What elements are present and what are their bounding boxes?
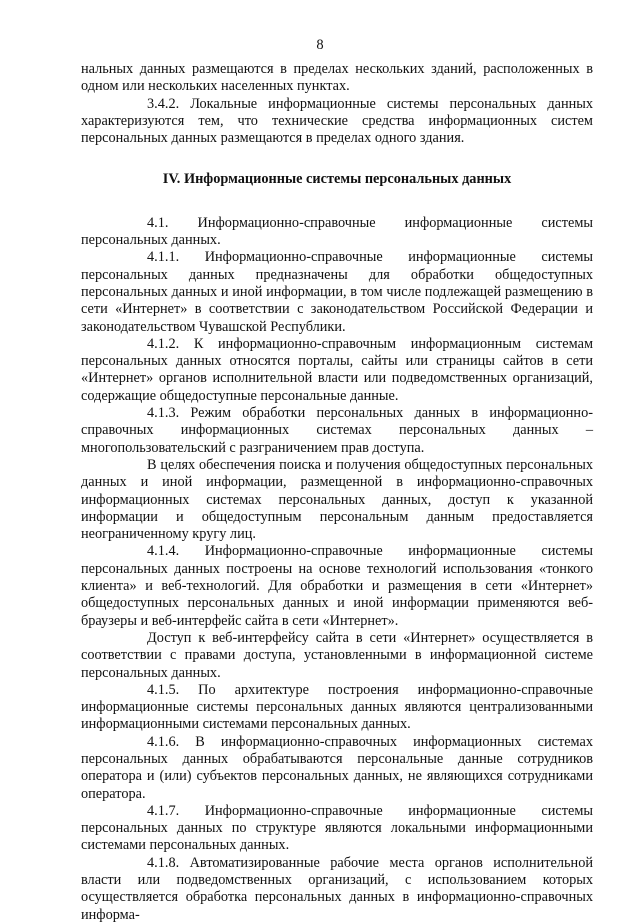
paragraph-4-1: 4.1. Информационно-справочные информационные системы персональных данных. — [81, 214, 593, 249]
paragraph-3-4-2: 3.4.2. Локальные информационные системы персональных данных характеризуются тем, что технические средства информационных систем персональных данных размещаются в пределах одного здания. — [81, 95, 593, 147]
paragraph-web-access: Доступ к веб-интерфейсу сайта в сети «Интернет» осуществляется в соответствии с правами доступа, установленными в информационной системе персональных данных. — [81, 629, 593, 681]
paragraph-4-1-3: 4.1.3. Режим обработки персональных данных в информационно-справочных информационных системах персональных данных – многопользовательский с разграничением прав доступа. — [81, 405, 593, 456]
section-heading: IV. Информационные системы персональных данных — [162, 171, 512, 188]
document-body — [81, 61, 593, 924]
paragraph-4-1-8: 4.1.8. Автоматизированные рабочие места органов исполнительной власти или подведомственных организаций, с использованием которых осуществляется обработка персональных данных в информационно-справочных информа- — [81, 854, 593, 923]
paragraph-4-1-1: 4.1.1. Информационно-справочные информационные системы персональных данных предназначены для обработки общедоступных персональных данных и иной информации, в том числе подлежащей размещению в сети «Интернет» в соответствии с законодательством Российской Федерации и законодательством Чувашской Республики. — [81, 249, 593, 335]
paragraph-4-1-5: 4.1.5. По архитектуре построения информационно-справочные информационные системы персональных данных являются централизованными информационными системами персональных данных. — [81, 681, 593, 733]
page-number: 8 — [316, 37, 324, 53]
paragraph-4-1-4: 4.1.4. Информационно-справочные информационные системы персональных данных построены на основе технологий использования «тонкого клиента» и веб-технологий. Для обработки и размещения в сети «Интернет» общедоступных персональных данных и иной информации применяются веб-браузеры и веб-интерфейс сайта в сети «Интернет». — [81, 543, 593, 629]
paragraph-4-1-6: 4.1.6. В информационно-справочных информационных системах персональных данных обрабатываются персональные данные сотрудников оператора и (или) субъектов персональных данных, не являющихся сотрудниками оператора. — [81, 733, 593, 802]
paragraph-4-1-7: 4.1.7. Информационно-справочные информационные системы персональных данных по структуре являются локальными информационными системами персональных данных. — [81, 802, 593, 854]
paragraph-continuation: нальных данных размещаются в пределах нескольких зданий, расположенных в одном или нескольких населенных пунктах. — [81, 61, 593, 95]
paragraph-access-unrestricted: В целях обеспечения поиска и получения общедоступных персональных данных и иной информации, размещенной в информационно-справочных информационных системах персональных данных, доступ к указанной информации и общедоступным персональным данным предоставляется неограниченному кругу лиц. — [81, 456, 593, 543]
paragraph-4-1-2: 4.1.2. К информационно-справочным информационным системам персональных данных относятся порталы, сайты или страницы сайтов в сети «Интернет» органов исполнительной власти или подведомственных организаций, содержащие общедоступные персональные данные. — [81, 335, 593, 404]
